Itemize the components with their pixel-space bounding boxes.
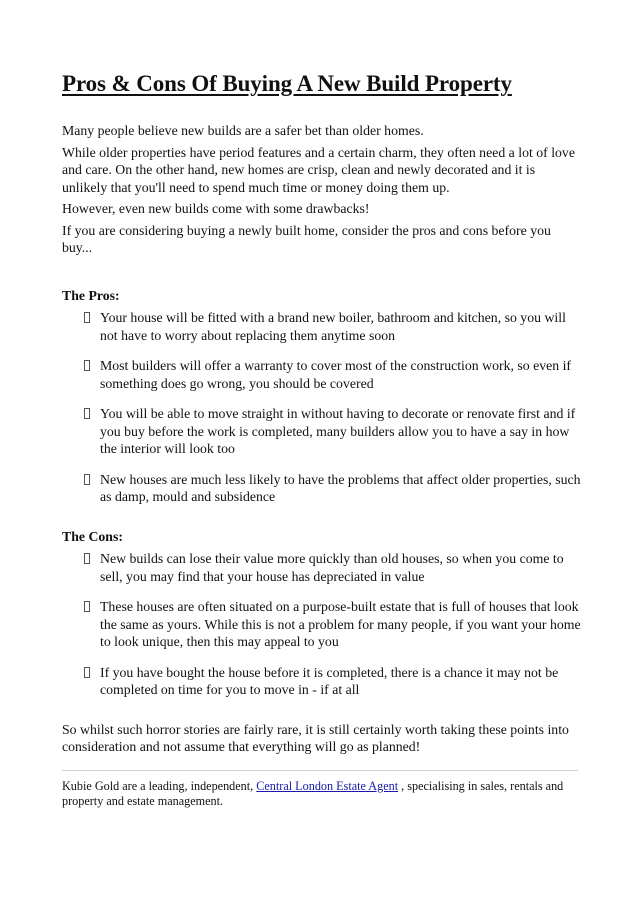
pros-list-item [62, 405, 582, 458]
cons-list-item [62, 664, 582, 699]
pros-list-item [62, 309, 582, 344]
cons-heading: The Cons: [62, 528, 123, 544]
pros-heading: The Pros: [62, 287, 120, 303]
bullet-icon [84, 474, 90, 485]
footer-text [62, 779, 582, 810]
cons-item-text: If you have bought the house before it is completed, there is a chance it may not be completed on time for you to move in - if at all [100, 664, 559, 697]
cons-list-item [62, 598, 582, 651]
cons-list [62, 550, 582, 699]
intro-paragraph: Many people believe new builds are a safer bet than older homes. [62, 123, 424, 138]
pros-item-text: New houses are much less likely to have the problems that affect older properties, such as damp, mould and subsidence [100, 471, 581, 504]
pros-item-text: Most builders will offer a warranty to cover most of the construction work, so even if something does go wrong, you should be covered [100, 358, 572, 391]
document-page [62, 70, 582, 810]
conclusion-paragraph: So whilst such horror stories are fairly rare, it is still certainly worth taking these points into consideration and not assume that everything will go as planned! [62, 721, 569, 754]
intro-paragraph: If you are considering buying a newly built home, consider the pros and cons before you buy... [62, 222, 551, 255]
page-title: Pros & Cons Of Buying A New Build Property [62, 71, 512, 96]
intro-paragraph: While older properties have period features and a certain charm, they often need a lot of love and care. On the other hand, new homes are crisp, clean and newly decorated and it is unlikely that you'll need to spend much time or money doing them up. [62, 144, 575, 195]
cons-list-item [62, 550, 582, 585]
bullet-icon [84, 312, 90, 323]
pros-list-item [62, 471, 582, 506]
cons-item-text: New builds can lose their value more quickly than old houses, so when you come to sell, you may find that your house has depreciated in value [100, 551, 564, 584]
bullet-icon [84, 408, 90, 419]
estate-agent-link[interactable]: Central London Estate Agent [256, 778, 399, 793]
pros-item-text: You will be able to move straight in without having to decorate or renovate first and if you buy before the work is completed, many builders allow you to have a say in how the interior will look too [100, 406, 576, 456]
bullet-icon [84, 601, 90, 612]
pros-list-item [62, 357, 582, 392]
pros-item-text: Your house will be fitted with a brand new boiler, bathroom and kitchen, so you will not have to worry about replacing them anytime soon [100, 310, 566, 343]
pros-list [62, 309, 582, 506]
footer-text-after-link: , specialising in sales, rentals and property and estate management. [62, 778, 564, 808]
intro-paragraph: However, even new builds come with some drawbacks! [62, 201, 370, 216]
footer-text-before-link: Kubie Gold are a leading, independent, [62, 778, 257, 793]
bullet-icon [84, 360, 90, 371]
footer-divider [62, 770, 578, 771]
bullet-icon [84, 667, 90, 678]
bullet-icon [84, 553, 90, 564]
cons-item-text: These houses are often situated on a purpose-built estate that is full of houses that look the same as yours. While this is not a problem for many people, if you want your home to look unique, then this may appeal to you [100, 599, 581, 649]
